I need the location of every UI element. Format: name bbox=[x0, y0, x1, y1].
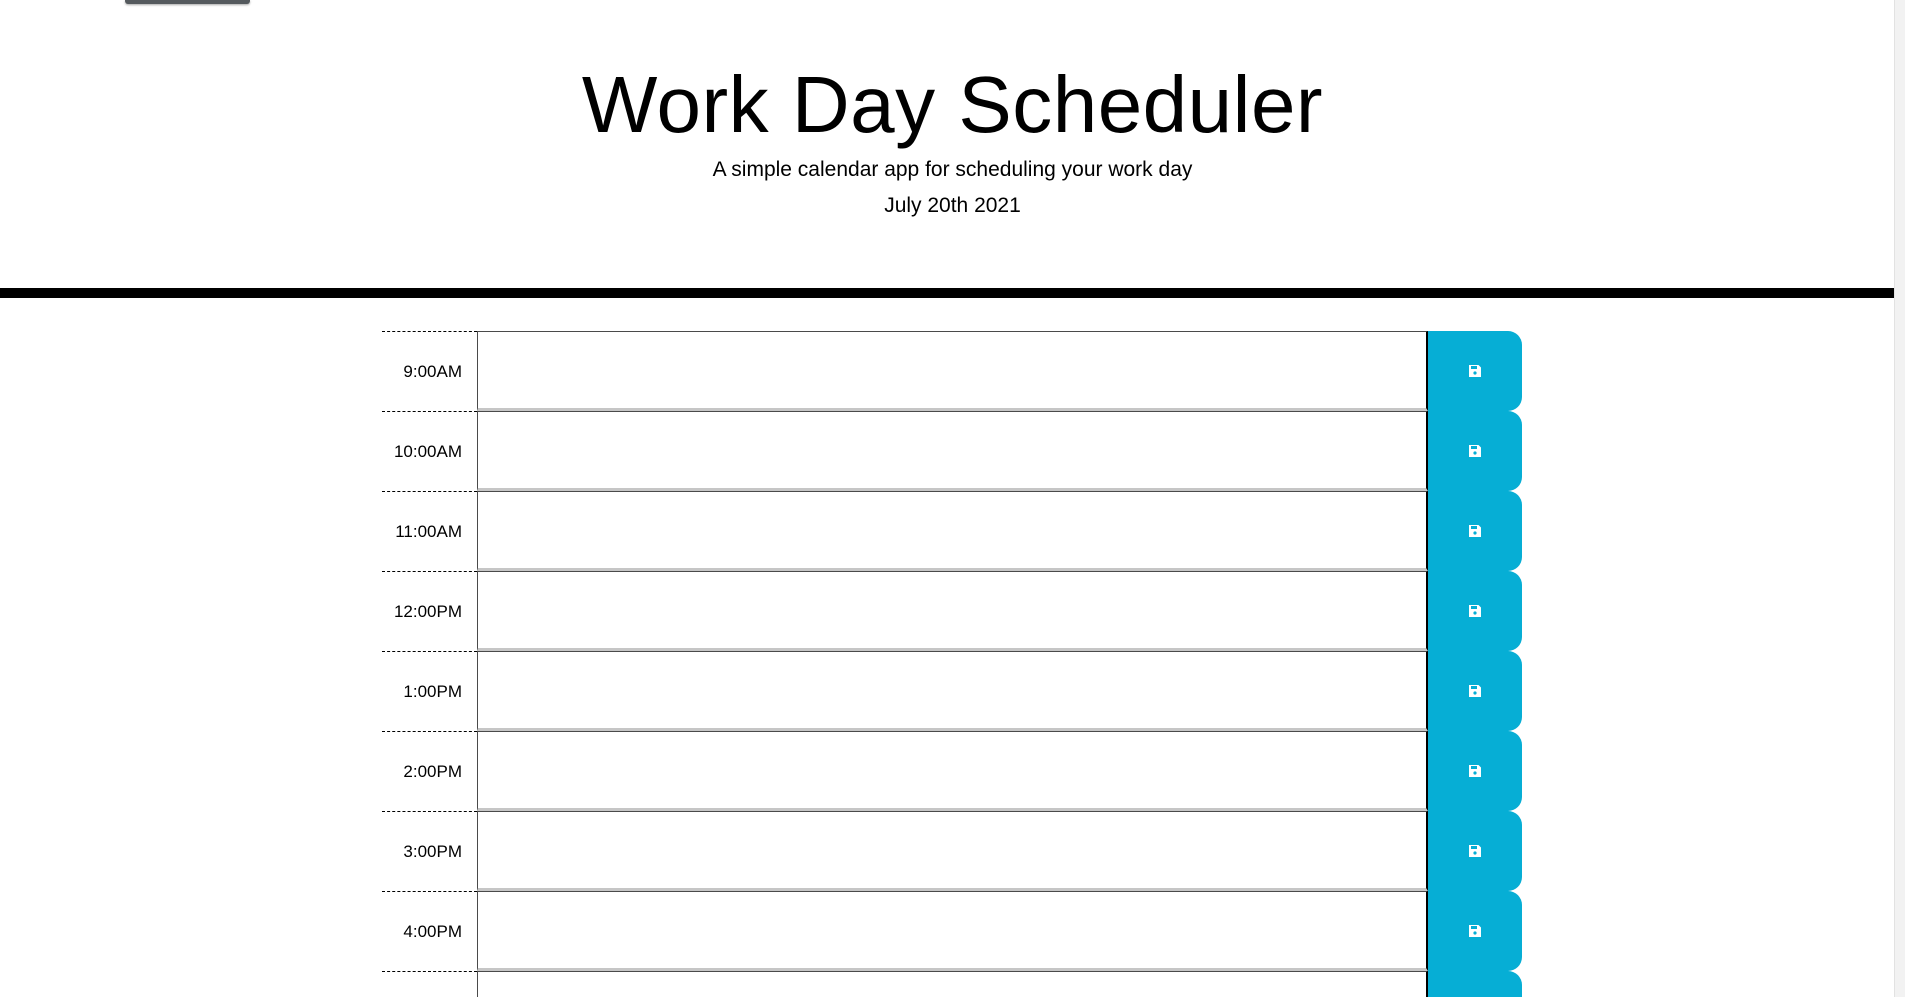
current-date: July 20th 2021 bbox=[884, 194, 1021, 217]
save-icon bbox=[1468, 444, 1482, 458]
save-icon bbox=[1468, 764, 1482, 778]
time-block-row bbox=[382, 411, 1522, 491]
save-icon bbox=[1468, 364, 1482, 378]
hour-label bbox=[382, 971, 477, 997]
time-block-row bbox=[382, 971, 1522, 997]
jumbotron-header bbox=[0, 0, 1905, 298]
save-icon bbox=[1468, 684, 1482, 698]
event-description-input[interactable] bbox=[477, 891, 1428, 971]
save-icon bbox=[1468, 604, 1482, 618]
event-description-input[interactable] bbox=[477, 411, 1428, 491]
event-description-input[interactable] bbox=[477, 491, 1428, 571]
hour-label: 9:00AM bbox=[382, 331, 477, 411]
save-button[interactable] bbox=[1428, 331, 1522, 411]
hour-label: 3:00PM bbox=[382, 811, 477, 891]
save-button[interactable] bbox=[1428, 731, 1522, 811]
scrollbar[interactable] bbox=[1894, 0, 1905, 997]
save-button[interactable] bbox=[1428, 891, 1522, 971]
event-description-input[interactable] bbox=[477, 731, 1428, 811]
schedule-container bbox=[382, 331, 1522, 997]
hour-label: 1:00PM bbox=[382, 651, 477, 731]
time-block-row bbox=[382, 891, 1522, 971]
time-block-row bbox=[382, 731, 1522, 811]
save-icon bbox=[1468, 524, 1482, 538]
time-block-row bbox=[382, 811, 1522, 891]
time-block-row bbox=[382, 571, 1522, 651]
save-icon bbox=[1468, 844, 1482, 858]
time-block-row bbox=[382, 331, 1522, 411]
save-button[interactable] bbox=[1428, 491, 1522, 571]
save-button[interactable] bbox=[1428, 571, 1522, 651]
hour-label: 2:00PM bbox=[382, 731, 477, 811]
hour-label: 12:00PM bbox=[382, 571, 477, 651]
page-title: Work Day Scheduler bbox=[581, 60, 1324, 149]
save-button[interactable] bbox=[1428, 811, 1522, 891]
event-description-input[interactable] bbox=[477, 331, 1428, 411]
event-description-input[interactable] bbox=[477, 971, 1428, 997]
event-description-input[interactable] bbox=[477, 571, 1428, 651]
time-block-row bbox=[382, 491, 1522, 571]
event-description-input[interactable] bbox=[477, 651, 1428, 731]
save-button[interactable] bbox=[1428, 651, 1522, 731]
hour-label: 11:00AM bbox=[382, 491, 477, 571]
hour-label: 10:00AM bbox=[382, 411, 477, 491]
save-button[interactable] bbox=[1428, 971, 1522, 997]
page-subtitle: A simple calendar app for scheduling your work day bbox=[712, 158, 1193, 181]
event-description-input[interactable] bbox=[477, 811, 1428, 891]
save-button[interactable] bbox=[1428, 411, 1522, 491]
hour-label: 4:00PM bbox=[382, 891, 477, 971]
save-icon bbox=[1468, 924, 1482, 938]
time-block-row bbox=[382, 651, 1522, 731]
